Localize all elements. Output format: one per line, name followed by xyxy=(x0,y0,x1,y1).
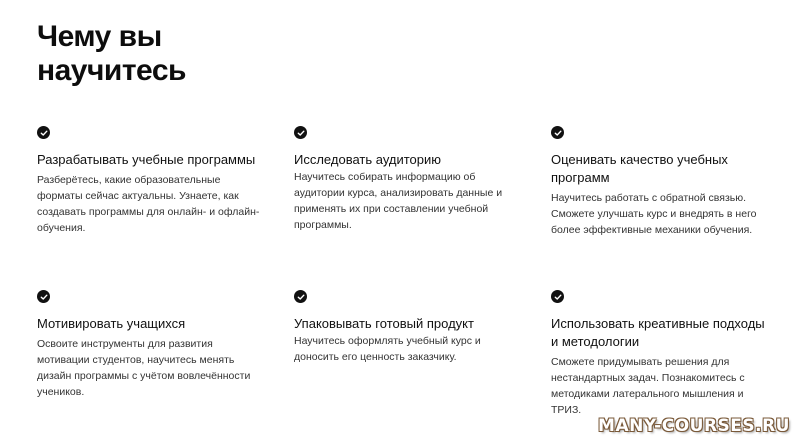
check-circle-icon xyxy=(37,126,50,139)
outcome-card xyxy=(294,126,519,233)
check-circle-icon xyxy=(551,126,564,139)
outcome-description: Научитесь собирать информацию об аудитории курса, анализировать данные и применять их при составлении учебной программы. xyxy=(294,171,503,231)
outcome-card xyxy=(551,290,766,418)
section-title: Чему вы научитесь xyxy=(37,20,186,87)
check-circle-icon xyxy=(551,290,564,303)
outcome-card xyxy=(551,126,766,238)
outcome-card xyxy=(37,126,267,236)
outcome-description: Научитесь оформлять учебный курс и доносить его ценность заказчику. xyxy=(294,335,481,363)
check-circle-icon xyxy=(294,290,307,303)
outcome-description: Освоите инструменты для развития мотивации студентов, научитесь менять дизайн программы с учётом вовлечённости учеников. xyxy=(37,338,251,398)
outcome-description: Разберётесь, какие образовательные форматы сейчас актуальны. Узнаете, как создавать программы для онлайн- и офлайн-обучения. xyxy=(37,174,260,234)
watermark: MANY-COURSES.RU xyxy=(598,416,790,436)
check-circle-icon xyxy=(37,290,50,303)
outcome-title: Мотивировать учащихся xyxy=(37,316,186,331)
check-circle-icon xyxy=(294,126,307,139)
outcome-title: Упаковывать готовый продукт xyxy=(294,316,474,331)
outcome-title: Исследовать аудиторию xyxy=(294,152,442,167)
outcome-description: Научитесь работать с обратной связью. Сможете улучшать курс и внедрять в него более эффективные механики обучения. xyxy=(551,192,757,236)
outcome-card xyxy=(37,290,267,400)
outcome-title: Оценивать качество учебных программ xyxy=(551,152,728,185)
outcome-description: Сможете придумывать решения для нестандартных задач. Познакомитесь с методиками латерального мышления и ТРИЗ. xyxy=(551,356,745,416)
outcome-title: Разрабатывать учебные программы xyxy=(37,152,256,167)
outcome-card xyxy=(294,290,519,365)
outcome-title: Использовать креативные подходы и методологии xyxy=(551,316,765,349)
